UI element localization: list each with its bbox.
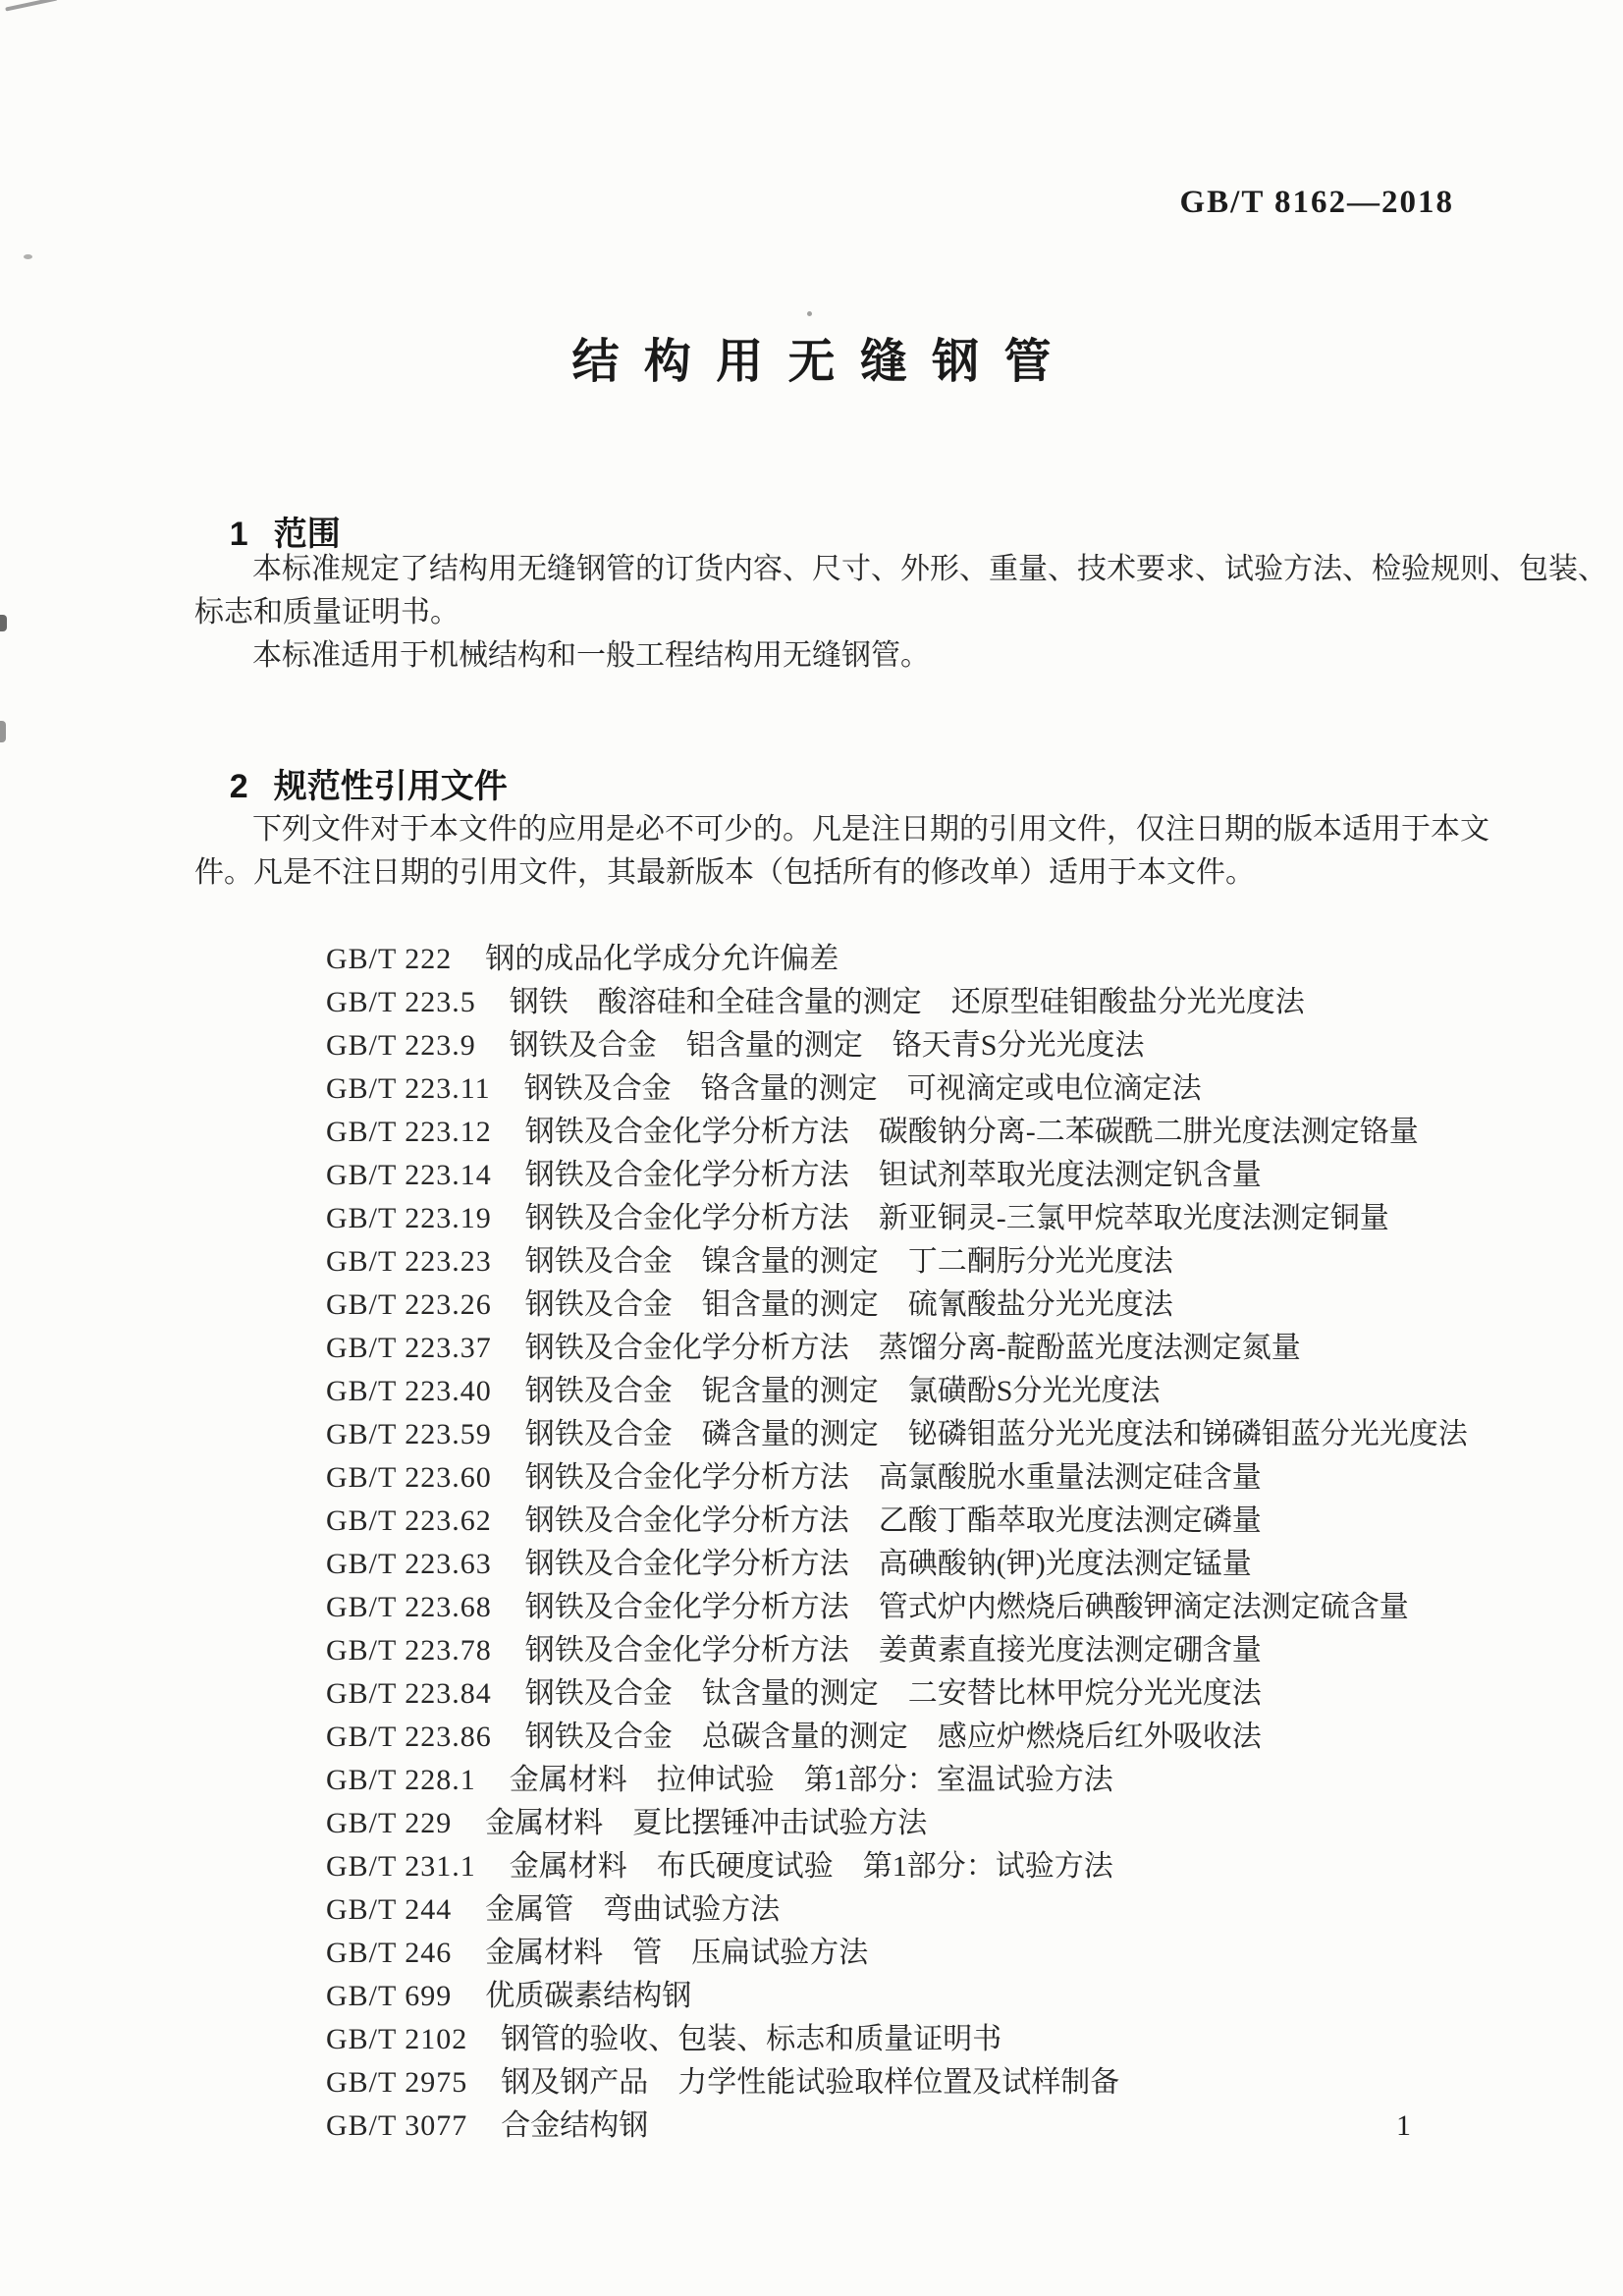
reference-item — [194, 895, 1569, 975]
scan-artifact-edge-mark — [0, 615, 7, 631]
reference-title: 钢铁及合金化学分析方法 钽试剂萃取光度法测定钒含量 — [524, 1159, 1262, 1191]
section-2-body — [194, 808, 1569, 2142]
reference-title: 钢铁及合金 总碳含量的测定 感应炉燃烧后红外吸收法 — [524, 1721, 1262, 1753]
reference-title: 合金结构钢 — [501, 2109, 649, 2142]
reference-title: 钢铁 酸溶硅和全硅含量的测定 还原型硅钼酸盐分光光度法 — [509, 986, 1305, 1018]
reference-title: 钢铁及合金化学分析方法 新亚铜灵-三氯甲烷萃取光度法测定铜量 — [524, 1202, 1389, 1234]
section-2-heading-text: 规范性引用文件 — [273, 768, 508, 805]
document-title: 结 构 用 无 缝 钢 管 — [571, 336, 1057, 388]
reference-title: 钢铁及合金 钛含量的测定 二安替比林甲烷分光光度法 — [524, 1677, 1262, 1710]
reference-title: 钢铁及合金化学分析方法 蒸馏分离-靛酚蓝光度法测定氮量 — [524, 1332, 1301, 1364]
reference-code: GB/T 223.78 — [326, 1634, 492, 1667]
section-1-number: 1 — [229, 516, 248, 553]
reference-code: GB/T 228.1 — [326, 1764, 476, 1796]
reference-code: GB/T 223.23 — [326, 1245, 492, 1278]
reference-code: GB/T 223.60 — [326, 1461, 492, 1494]
scan-artifact-speck — [807, 311, 812, 316]
reference-title: 钢铁及合金化学分析方法 姜黄素直接光度法测定硼含量 — [524, 1634, 1262, 1667]
section-1-heading-text: 范围 — [273, 516, 341, 553]
reference-code: GB/T 223.14 — [326, 1159, 492, 1191]
reference-title: 钢铁及合金化学分析方法 高碘酸钠(钾)光度法测定锰量 — [524, 1548, 1252, 1580]
paragraph-line: 本标准规定了结构用无缝钢管的订货内容、尺寸、外形、重量、技术要求、试验方法、检验规则、包装、 — [252, 553, 1607, 585]
reference-code: GB/T 223.62 — [326, 1504, 492, 1537]
reference-title: 金属管 弯曲试验方法 — [485, 1893, 781, 1926]
section-2-number: 2 — [229, 768, 248, 805]
paragraph-line: 件。凡是不注日期的引用文件，其最新版本（包括所有的修改单）适用于本文件。 — [194, 856, 1255, 889]
reference-title: 钢及钢产品 力学性能试验取样位置及试样制备 — [501, 2066, 1120, 2099]
reference-code: GB/T 2102 — [326, 2023, 468, 2055]
reference-code: GB/T 223.84 — [326, 1677, 492, 1710]
reference-code: GB/T 229 — [326, 1807, 453, 1839]
reference-code: GB/T 223.40 — [326, 1375, 492, 1407]
reference-title: 钢的成品化学成分允许偏差 — [485, 943, 839, 975]
reference-code: GB/T 3077 — [326, 2109, 468, 2142]
reference-title: 钢铁及合金 铌含量的测定 氯磺酚S分光光度法 — [524, 1375, 1161, 1407]
scan-artifact-edge-mark — [0, 721, 6, 742]
paragraph-line: 下列文件对于本文件的应用是必不可少的。凡是注日期的引用文件，仅注日期的版本适用于本文 — [252, 813, 1489, 846]
reference-code: GB/T 244 — [326, 1893, 453, 1926]
reference-title: 优质碳素结构钢 — [485, 1980, 692, 2012]
reference-code: GB/T 246 — [326, 1937, 453, 1969]
page-number: 1 — [1396, 2109, 1411, 2142]
reference-code: GB/T 223.11 — [326, 1072, 491, 1105]
scan-artifact-corner-stroke — [5, 0, 58, 12]
reference-title: 钢铁及合金 磷含量的测定 铋磷钼蓝分光光度法和锑磷钼蓝分光光度法 — [524, 1418, 1468, 1450]
paragraph-line: 本标准适用于机械结构和一般工程结构用无缝钢管。 — [252, 639, 930, 672]
reference-code: GB/T 223.26 — [326, 1288, 492, 1321]
reference-title: 钢铁及合金化学分析方法 管式炉内燃烧后碘酸钾滴定法测定硫含量 — [524, 1591, 1409, 1623]
reference-title: 钢铁及合金化学分析方法 碳酸钠分离-二苯碳酰二肼光度法测定铬量 — [524, 1116, 1419, 1148]
standard-code: GB/T 8162—2018 — [1179, 185, 1454, 220]
reference-code: GB/T 223.12 — [326, 1116, 492, 1148]
reference-code: GB/T 223.5 — [326, 986, 476, 1018]
reference-code: GB/T 231.1 — [326, 1850, 476, 1883]
reference-code: GB/T 699 — [326, 1980, 453, 2012]
paragraph-line: 标志和质量证明书。 — [194, 596, 460, 629]
reference-code: GB/T 223.9 — [326, 1029, 476, 1062]
reference-title: 钢铁及合金 钼含量的测定 硫氰酸盐分光光度法 — [524, 1288, 1173, 1321]
reference-title: 金属材料 拉伸试验 第1部分：室温试验方法 — [509, 1764, 1113, 1796]
reference-title: 钢铁及合金 镍含量的测定 丁二酮肟分光光度法 — [524, 1245, 1173, 1278]
reference-code: GB/T 223.19 — [326, 1202, 492, 1234]
reference-title: 钢铁及合金化学分析方法 高氯酸脱水重量法测定硅含量 — [524, 1461, 1262, 1494]
reference-code: GB/T 223.37 — [326, 1332, 492, 1364]
reference-title: 金属材料 夏比摆锤冲击试验方法 — [485, 1807, 928, 1839]
reference-code: GB/T 223.59 — [326, 1418, 492, 1450]
reference-code: GB/T 223.68 — [326, 1591, 492, 1623]
references-list — [194, 895, 1569, 2142]
reference-code: GB/T 2975 — [326, 2066, 468, 2099]
reference-code: GB/T 222 — [326, 943, 453, 975]
reference-title: 钢管的验收、包装、标志和质量证明书 — [501, 2023, 1002, 2055]
reference-title: 钢铁及合金化学分析方法 乙酸丁酯萃取光度法测定磷量 — [524, 1504, 1262, 1537]
reference-title: 金属材料 管 压扁试验方法 — [485, 1937, 869, 1969]
reference-title: 金属材料 布氏硬度试验 第1部分：试验方法 — [509, 1850, 1113, 1883]
reference-code: GB/T 223.86 — [326, 1721, 492, 1753]
scan-artifact-speck — [24, 254, 32, 259]
reference-title: 钢铁及合金 铝含量的测定 铬天青S分光光度法 — [509, 1029, 1145, 1062]
section-1-body — [194, 548, 1607, 678]
reference-title: 钢铁及合金 铬含量的测定 可视滴定或电位滴定法 — [523, 1072, 1202, 1105]
reference-code: GB/T 223.63 — [326, 1548, 492, 1580]
